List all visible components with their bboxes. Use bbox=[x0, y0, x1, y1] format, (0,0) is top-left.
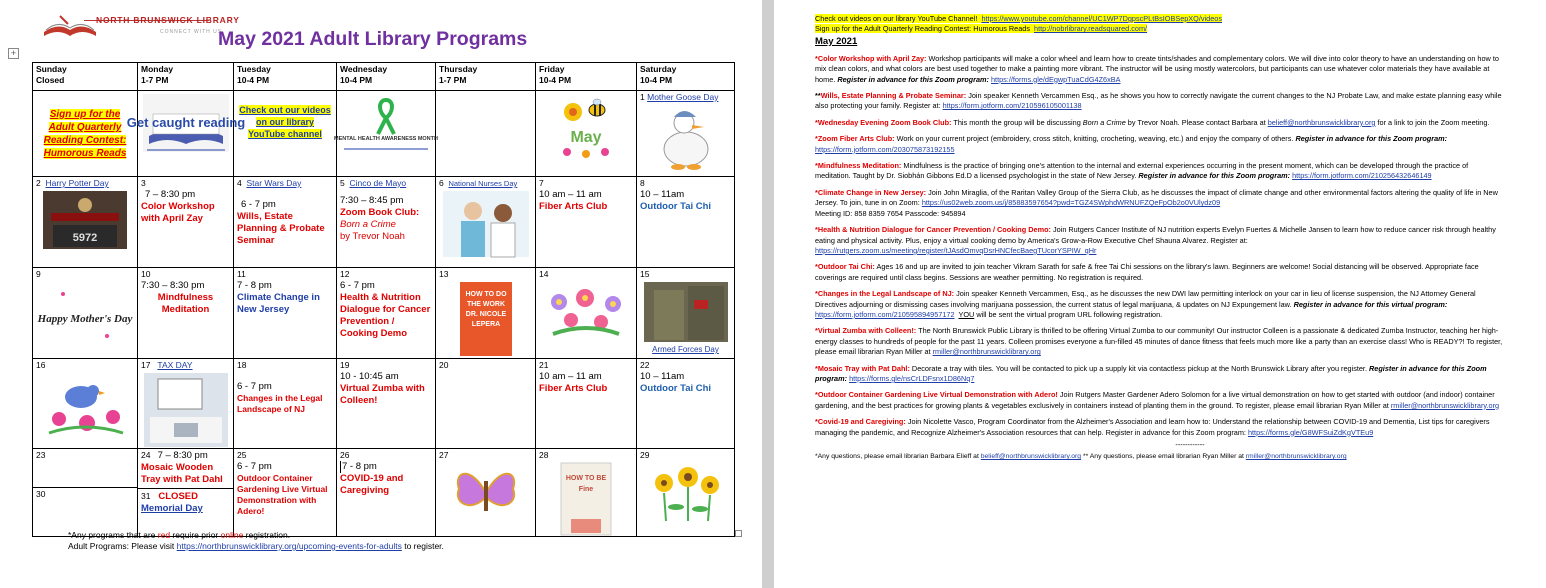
svg-text:Happy Mother's Day: Happy Mother's Day bbox=[37, 313, 133, 325]
logo-text: NORTH BRUNSWICK LIBRARY bbox=[96, 15, 240, 25]
day-cell bbox=[436, 91, 536, 177]
page-title: May 2021 Adult Library Programs bbox=[218, 28, 528, 50]
day-cell: 5 Cinco de Mayo 7:30 – 8:45 pm Zoom Book Club: Born a Crime by Trevor Noah bbox=[337, 177, 436, 268]
star-wars-day-link[interactable]: Star Wars Day bbox=[246, 178, 302, 188]
program-link[interactable]: https://form.jotform.com/210256432646149 bbox=[1292, 171, 1432, 181]
day-cell: 11 7 - 8 pm Climate Change in New Jersey bbox=[234, 268, 337, 359]
cinco-de-mayo-link[interactable]: Cinco de Mayo bbox=[349, 178, 407, 188]
week-row bbox=[33, 177, 735, 268]
week-row bbox=[33, 268, 735, 359]
butterfly-image bbox=[451, 463, 521, 523]
mothers-day-image bbox=[37, 282, 133, 346]
sunflowers-image bbox=[644, 463, 728, 523]
day-cell bbox=[33, 91, 138, 177]
day-cell: 15 Armed Forces Day bbox=[637, 268, 735, 359]
youtube-channel-link[interactable]: https://www.youtube.com/channel/UC1WP7DgpscPLtBsIOBSepXQ/videos bbox=[981, 14, 1222, 23]
program-description: *Outdoor Container Gardening Live Virtual Demonstration with Adero! Join Rutgers Master Gardener Adero Solomon for a live virtual demonstration on how to get started with outdoor (and indoor) container gardening, and the best practices for growing plants & vegetables exclusively in containers instead of planting them in the ground. To register, please email librarian Ryan Miller at rmiller@northbrunswicklibrary.org bbox=[815, 390, 1500, 410]
program-link[interactable]: https://form.jotform.com/210596105001138 bbox=[942, 101, 1082, 111]
day-header: Friday 10-4 PM bbox=[536, 63, 637, 91]
tai-chi-event: Outdoor Tai Chi bbox=[640, 201, 712, 212]
program-link[interactable]: https://forms.gle/dEgwpTuaCdG4Z6xBA bbox=[990, 74, 1121, 84]
day-cell: 2 Harry Potter Day 5972 bbox=[33, 177, 138, 268]
program-link[interactable]: https://us02web.zoom.us/j/85883597654?pwd=TGZ4SWphdWRNUFZQeFpOb2o0VUlydz09 bbox=[921, 198, 1221, 208]
day-cell: 14 bbox=[536, 268, 637, 359]
climate-change-event: Climate Change in New Jersey bbox=[237, 292, 320, 315]
program-link[interactable]: https://forms.gle/nsCrLDFsnx1D86Nq7 bbox=[849, 373, 975, 383]
legal-landscape-event: Changes in the Legal Landscape of NJ bbox=[237, 393, 323, 414]
tai-chi-event: Outdoor Tai Chi bbox=[640, 383, 712, 394]
day-cell: 27 bbox=[436, 449, 536, 537]
day-cell: 26 7 - 8 pm COVID-19 and Caregiving bbox=[337, 449, 436, 537]
day-cell: 21 10 am – 11 am Fiber Arts Club bbox=[536, 359, 637, 449]
day-cell: 22 10 – 11am Outdoor Tai Chi bbox=[637, 359, 735, 449]
day-cell: 29 bbox=[637, 449, 735, 537]
day-cell: 16 bbox=[33, 359, 138, 449]
program-description: *Mindfulness Meditation: Mindfulness is the practice of bringing one's attention to the internal and external experiences occurring in the present moment, which can be developed through the practice of meditation. Taught by Dr. Siobhán Gibbons Ed.D a licensed psychologist in the state of New Jersey. Register in advance for this Zoom program: https://form.jotform.com/210256432646149 bbox=[815, 161, 1469, 181]
color-workshop-event: Color Workshop with April Zay bbox=[141, 201, 215, 224]
day-header: Saturday 10-4 PM bbox=[637, 63, 735, 91]
day-cell bbox=[334, 91, 438, 177]
hogwarts-express-image bbox=[43, 191, 127, 249]
day-cell: 17 TAX DAY bbox=[138, 359, 234, 449]
program-link[interactable]: https://forms.gle/G8WFSuiZdKgVTEu9 bbox=[1247, 427, 1374, 437]
day-cell: 3 7 – 8:30 pm Color Workshop with April Zay bbox=[138, 177, 234, 268]
program-description: *Mosaic Tray with Pat Dahl: Decorate a tray with tiles. You will be contacted to pick up a supply kit via contactless pickup at the North Brunswick Library after you register. Register in advance for this Zoom program: https://forms.gle/nsCrLDFsnx1D86Nq7 bbox=[815, 363, 1487, 383]
week-row bbox=[33, 91, 735, 177]
page-separator bbox=[762, 0, 774, 588]
bird-flowers-image bbox=[43, 373, 127, 439]
program-link[interactable]: https://rutgers.zoom.us/meeting/register/tJAsdOmvqDsrHNCfecBaegTUcorYSPIW_qHr bbox=[815, 245, 1097, 255]
day-cell: 9 Happy Mother's Day bbox=[33, 268, 138, 359]
zoom-book-club-event: Zoom Book Club: bbox=[340, 207, 420, 218]
day-cell: 12 6 - 7 pm Health & Nutrition Dialogue for Cancer Prevention / Cooking Demo bbox=[337, 268, 436, 359]
mother-goose-image bbox=[656, 105, 716, 171]
day-header: Monday 1-7 PM bbox=[138, 63, 234, 91]
email-link[interactable]: rmiller@northbrunswicklibrary.org bbox=[932, 347, 1041, 357]
program-link[interactable]: https://form.jotform.com/203075873192155 bbox=[815, 144, 955, 154]
mosaic-tray-event: Mosaic Wooden Tray with Pat Dahl bbox=[141, 462, 223, 485]
email-link[interactable]: rmiller@northbrunswicklibrary.org bbox=[1390, 400, 1500, 410]
tax-day-image bbox=[144, 373, 228, 447]
day-cell: 24 7 – 8:30 pm Mosaic Wooden Tray with Pat Dahl 31 CLOSED Memorial Day bbox=[138, 449, 234, 537]
day-cell: 25 6 - 7 pm Outdoor Container Gardening Live Virtual Demonstration with Adero! bbox=[234, 449, 337, 537]
nurses-image bbox=[443, 191, 529, 257]
mindfulness-event: Mindfulness Meditation bbox=[157, 292, 214, 315]
day-cell: 13 HOW TO DO THE WORK DR. NICOLE LEPERA bbox=[436, 268, 536, 359]
harry-potter-day-link[interactable]: Harry Potter Day bbox=[45, 178, 109, 188]
calendar-table bbox=[32, 62, 735, 537]
day-cell: 8 10 – 11am Outdoor Tai Chi bbox=[637, 177, 735, 268]
day-header: Thursday 1-7 PM bbox=[436, 63, 536, 91]
program-description: *Health & Nutrition Dialogue for Cancer Prevention / Cooking Demo: Join Rutgers Cancer Institute of NJ nutrition experts Evelyn Fuertes & Michelle Jansen to learn how to reduce cancer risk through healthy eating and physical activity. Plus, enjoy a virtual cooking demo by America's Grow-a-Row Executive Chef Shauna Alvarez. Register at: https://rutgers.zoom.us/meeting/register/tJAsdOmvqDsrHNCfecBaegTUcorYSPIW_qHr bbox=[815, 225, 1496, 255]
table-move-handle[interactable]: + bbox=[8, 48, 19, 59]
reading-contest-link[interactable]: Sign up for the Adult Quarterly Reading Contest: Humorous Reads bbox=[43, 109, 127, 159]
fiber-arts-event: Fiber Arts Club bbox=[539, 201, 608, 212]
armed-forces-image bbox=[644, 282, 728, 342]
virtual-zumba-event: Virtual Zumba with Colleen! bbox=[340, 383, 425, 406]
flowers-image bbox=[543, 282, 629, 342]
program-description: **Wills, Estate Planning & Probate Seminar: Join speaker Kenneth Vercammen Esq., as he shows you how to correctly navigate the current changes to the NJ Probate Law, and make estate planning easy while also protecting your family. Register at: https://form.jotform.com/210596105001138 bbox=[815, 91, 1502, 111]
calendar-footer: *Any programs that are red require prior online registration. Adult Programs: Please visit https://northbrunswicklibrary.org/upcoming-events-for-adults to register. bbox=[68, 530, 444, 551]
day-cell bbox=[536, 91, 637, 177]
readsquared-link[interactable]: http://nobrlibrary.readsquared.com/ bbox=[1034, 24, 1148, 34]
program-description: *Virtual Zumba with Colleen!: The North Brunswick Public Library is thrilled to be offering Virtual Zumba to our community! Our instructor Colleen is a passionate & dedicated Zumba Instructor, teaching her high-energy classes to hundreds of people for the past 11 years. Colleen promises everyone a fun-filled 45 minutes of dance fitness that feels much more like a party than an exercise class! Who is READY?! To register, please email librarian Ryan Miller at rmiller@northbrunswicklibrary.org bbox=[815, 326, 1503, 357]
tax-day-link[interactable]: TAX DAY bbox=[157, 360, 193, 370]
day-cell: 10 7:30 – 8:30 pm Mindfulness Meditation bbox=[138, 268, 234, 359]
week-row bbox=[33, 449, 735, 537]
program-description: *Changes in the Legal Landscape of NJ: Join speaker Kenneth Vercammen, Esq., as he discusses the new DWI law permitting interlock on your car in lieu of license suspension, the NJ Attorney General Directives adjourning or dismissing cases involving marijuana possession, the current status of legal marijuana, & updates on NJ Expungement law. Register in advance for this virtual program: https://form.jotform.com/210595894957172 YOU will be sent the virtual program URL following registration. bbox=[815, 289, 1476, 319]
day-header: Wednesday 10-4 PM bbox=[337, 63, 436, 91]
week-row bbox=[33, 359, 735, 449]
day-cell: 20 bbox=[436, 359, 536, 449]
program-description: *Covid-19 and Caregiving: Join Nicolette Vasco, Program Coordinator from the Alzheimer's Association and learn how to: Understand the relationship between COVID-19 and Dementia, List tips for caregivers managing the pandemic, and Recognize Alzheimer's Association resources that can help. Register in advance for this Zoom program: https://forms.gle/G8WFSuiZdKgVTEu9 bbox=[815, 417, 1490, 437]
program-link[interactable]: https://form.jotform.com/210595894957172 bbox=[815, 309, 955, 319]
day-cell: 19 10 - 10:45 am Virtual Zumba with Colleen! bbox=[337, 359, 436, 449]
program-description: *Climate Change in New Jersey: Join John Miraglia, of the Raritan Valley Group of the Sierra Club, as he discusses the impact of climate change and other environmental factors altering the quality of life in New Jersey. To join, tune in on Zoom: https://us02web.zoom.us/j/85883597654?pwd=TGZ4SWphdWRNUFZQeFpOb2o0VUlydz09 Meeting ID: 858 8359 7654 Passcode: 945894 bbox=[815, 187, 1498, 218]
day-cell: 18 6 - 7 pm Changes in the Legal Landscape of NJ bbox=[234, 359, 337, 449]
covid-caregiving-event: COVID-19 and Caregiving bbox=[340, 473, 404, 496]
get-caught-reading-image bbox=[126, 94, 245, 152]
how-to-be-fine-book-image: HOW TO BE Fine bbox=[561, 463, 611, 535]
open-book-icon bbox=[40, 10, 100, 44]
svg-text:MENTAL HEALTH AWARENESS MONTH: MENTAL HEALTH AWARENESS MONTH bbox=[334, 136, 438, 142]
library-logo bbox=[40, 8, 240, 44]
day-cell: 7 10 am – 11 am Fiber Arts Club bbox=[536, 177, 637, 268]
email-link[interactable]: belieff@northbrunswicklibrary.org bbox=[980, 453, 1082, 461]
day-cell: 23 30 bbox=[33, 449, 138, 537]
calendar-page bbox=[0, 0, 762, 588]
fiber-arts-event: Fiber Arts Club bbox=[539, 383, 608, 394]
svg-text:May: May bbox=[570, 129, 602, 146]
container-gardening-event: Outdoor Container Gardening Live Virtual Demonstration with Adero! bbox=[237, 473, 328, 516]
separator-dashes: ------------ bbox=[1175, 440, 1205, 449]
day-cell bbox=[126, 91, 245, 177]
descriptions-page: Check out videos on our library YouTube Channel! https://www.youtube.com/channel/UC1WP7DgpscPLtBsIOBSepXQ/videos Sign up for the Adult Quarterly Reading Contest: Humorous Reads http://nobrlibrary.readsquared.com/ May 2021 *Color Workshop with April Zay: Workshop participants will make a color wheel and learn how to create tints/shades and complementary colors. We will dive into color theory to have an understanding on how to mix clean colors, and what colors are best used together to make a painting more vibrant. The instructor will be using mostly watercolors, but participants can use whatever color materials they have available at home. Register in advance for this Zoom program: https://forms.gle/dEgwpTuaCdG4Z6xBA **Wills, Estate Planning & Probate Seminar: Join speaker Kenneth Vercammen Esq., as he shows you how to correctly navigate the current changes to the NJ Probate Law, and make estate planning easy while also protecting your family. Register at: https://form.jotform.com/210596105001138 *Wednesday Evening Zoom Book Club: This month the group will be discussing Born a Crime by Trevor Noah. Please contact Barbara at belieff@northbrunswicklibrary.org for a link to join the Zoom meeting. *Zoom Fiber Arts Club: Work on your current project (embroidery, cross stitch, knitting, crocheting, weaving, etc.) and enjoy the company of others. Register in advance for this Zoom program: https://form.jotform.com/203075873192155 *Mindfulness Meditation: Mindfulness is the practice of bringing one's attention to the internal and external experiences occurring in the present moment, which can be developed through the practice of meditation. Taught by Dr. Siobhán Gibbons Ed.D a licensed psychologist in the state of New Jersey. Register in advance for this Zoom program: https://form.jotform.com/210256432646149 *Climate Change in New Jersey: Join John Miraglia, of the Raritan Valley Group of the Sierra Club, as he discusses the impact of climate change and other environmental factors altering the quality of life in New Jersey. To join, tune in on Zoom: https://us02web.zoom.us/j/85883597654?pwd=TGZ4SWphdWRNUFZQeFpOb2o0VUlydz09 Meeting ID: 858 8359 7654 Passcode: 945894 *Health & Nutrition Dialogue for Cancer Prevention / Cooking Demo: Join Rutgers Cancer Institute of NJ nutrition experts Evelyn Fuertes & Michelle Jansen to learn how to reduce cancer risk through healthy eating and physical activity. Plus, enjoy a virtual cooking demo by America's Grow-a-Row Executive Chef Shauna Alvarez. Register at: https://rutgers.zoom.us/meeting/register/tJAsdOmvqDsrHNCfecBaegTUcorYSPIW_qHr *Outdoor Tai Chi: Ages 16 and up are invited to join teacher Vikram Sarath for safe & free Tai Chi sessions on the library's lawn. Beginners are welcome! Social distancing will be observed. Appropriate face coverings are required until class begins. Sessions are weather permitting. No registration is required. *Changes in the Legal Landscape of NJ: Join speaker Kenneth Vercammen, Esq., as he discusses the new DWI law permitting interlock on your car in lieu of license suspension, the NJ Attorney General Directives adjourning or dismissing cases involving marijuana possession, the current status of legal marijuana, & updates on NJ Expungement law. Register in advance for this virtual program: https://form.jotform.com/210595894957172 YOU will be sent the virtual program URL following registration. *Virtual Zumba with Colleen!: The North Brunswick Public Library is thrilled to be offering Virtual Zumba to our community! Our instructor Colleen is a passionate & dedicated Zumba Instructor, teaching her high-energy classes to hundreds of people for the past 11 years. Colleen promises everyone a fun-filled 45 minutes of dance fitness that feels much more like a party than an exercise class! Who is READY?! To register, please email librarian Ryan Miller at rmiller@northbrunswicklibrary.org *Mosaic Tray with Pat Dahl: Decorate a tray with tiles. You will be contacted to pick up a supply kit via contactless pickup at the North Brunswick Library after you register. Register in advance for this Zoom program: https://forms.gle/nsCrLDFsnx1D86Nq7 *Outdoor Container Gardening Live Virtual Demonstration with Adero! Join Rutgers Master Gardener Adero Solomon for a live virtual demonstration on how to get started with outdoor (and indoor) container gardening, and the best practices for growing plants & vegetables exclusively in containers instead of planting them in the ground. To register, please email librarian Ryan Miller at rmiller@northbrunswicklibrary.org *Covid-19 and Caregiving: Join Nicolette Vasco, Program Coordinator from the Alzheimer's Association and learn how to: Understand the relationship between COVID-19 and Dementia, List tips for caregivers managing the pandemic, and Recognize Alzheimer's Association resources that can help. Register in advance for this Zoom program: https://forms.gle/G8WFSuiZdKgVTEu9 ------------ *Any questions, please email librarian Barbara Elieff at belieff@northbrunswicklibrary.org ** Any questions, please email librarian Ryan Miller at rmiller@northbrunswicklibrary.org bbox=[774, 0, 1546, 588]
day-header: Tuesday 10-4 PM bbox=[234, 63, 337, 91]
logo-subtext: CONNECT WITH US bbox=[160, 29, 223, 35]
day-cell: 1 Mother Goose Day bbox=[637, 91, 735, 177]
email-link[interactable]: belieff@northbrunswicklibrary.org bbox=[1267, 117, 1376, 127]
day-header-row bbox=[33, 63, 735, 91]
day-header: Sunday Closed bbox=[33, 63, 138, 91]
wills-seminar-event: Wills, Estate Planning & Probate Seminar bbox=[237, 211, 325, 246]
may-bee-image bbox=[551, 94, 621, 162]
mother-goose-day-link[interactable]: Mother Goose Day bbox=[647, 92, 719, 102]
day-cell: 6 National Nurses Day bbox=[436, 177, 536, 268]
armed-forces-day-link[interactable]: Armed Forces Day bbox=[652, 345, 719, 354]
nurses-day-link[interactable]: National Nurses Day bbox=[448, 179, 518, 188]
health-nutrition-event: Health & Nutrition Dialogue for Cancer Prevention / Cooking Demo bbox=[340, 292, 431, 339]
email-link[interactable]: rmiller@northbrunswicklibrary.org bbox=[1245, 453, 1347, 461]
mental-health-awareness-image bbox=[334, 94, 438, 150]
day-cell bbox=[234, 91, 337, 177]
svg-text:5972: 5972 bbox=[72, 232, 98, 244]
program-description: *Color Workshop with April Zay: Workshop participants will make a color wheel and learn how to create tints/shades and complementary colors. We will dive into color theory to have an understanding on how to mix clean colors, and what colors are best used together to make a painting more vibrant. The instructor will be using mostly watercolors, but participants can use whatever color materials they have available at home. Register in advance for this Zoom program: https://forms.gle/dEgwpTuaCdG4Z6xBA bbox=[815, 53, 1499, 84]
table-resize-handle[interactable] bbox=[735, 530, 742, 537]
day-cell: 4 Star Wars Day 6 - 7 pm Wills, Estate Planning & Probate Seminar bbox=[234, 177, 337, 268]
day-cell: 28 HOW TO BE Fine bbox=[536, 449, 637, 537]
youtube-videos-link[interactable]: Check out our videos on our library YouTube channel bbox=[239, 105, 331, 139]
how-to-do-the-work-book-image: HOW TO DO THE WORK DR. NICOLE LEPERA bbox=[460, 282, 512, 356]
svg-text:Get caught reading: Get caught reading bbox=[126, 115, 245, 130]
month-heading: May 2021 bbox=[815, 35, 858, 47]
program-description: *Wednesday Evening Zoom Book Club: This month the group will be discussing Born a Crime by Trevor Noah. Please contact Barbara at belieff@northbrunswicklibrary.org for a link to join the Zoom meeting. bbox=[815, 117, 1490, 127]
program-description: *Outdoor Tai Chi: Ages 16 and up are invited to join teacher Vikram Sarath for safe & free Tai Chi sessions on the library's lawn. Beginners are welcome! Social distancing will be observed. Appropriate face coverings are required until class begins. Sessions are weather permitting. No registration is required. bbox=[815, 262, 1479, 282]
program-description: *Zoom Fiber Arts Club: Work on your current project (embroidery, cross stitch, knitting, crocheting, weaving, etc.) and enjoy the company of others. Register in advance for this Zoom program: https://form.jotform.com/203075873192155 bbox=[815, 134, 1448, 154]
adult-programs-link[interactable]: https://northbrunswicklibrary.org/upcoming-events-for-adults bbox=[176, 541, 402, 551]
memorial-day-link[interactable]: Memorial Day bbox=[141, 503, 203, 514]
questions-footer: *Any questions, please email librarian Barbara Elieff at belieff@northbrunswicklibrary.org ** Any questions, please email librarian Ryan Miller at rmiller@northbrunswicklibrary.org bbox=[815, 453, 1347, 461]
